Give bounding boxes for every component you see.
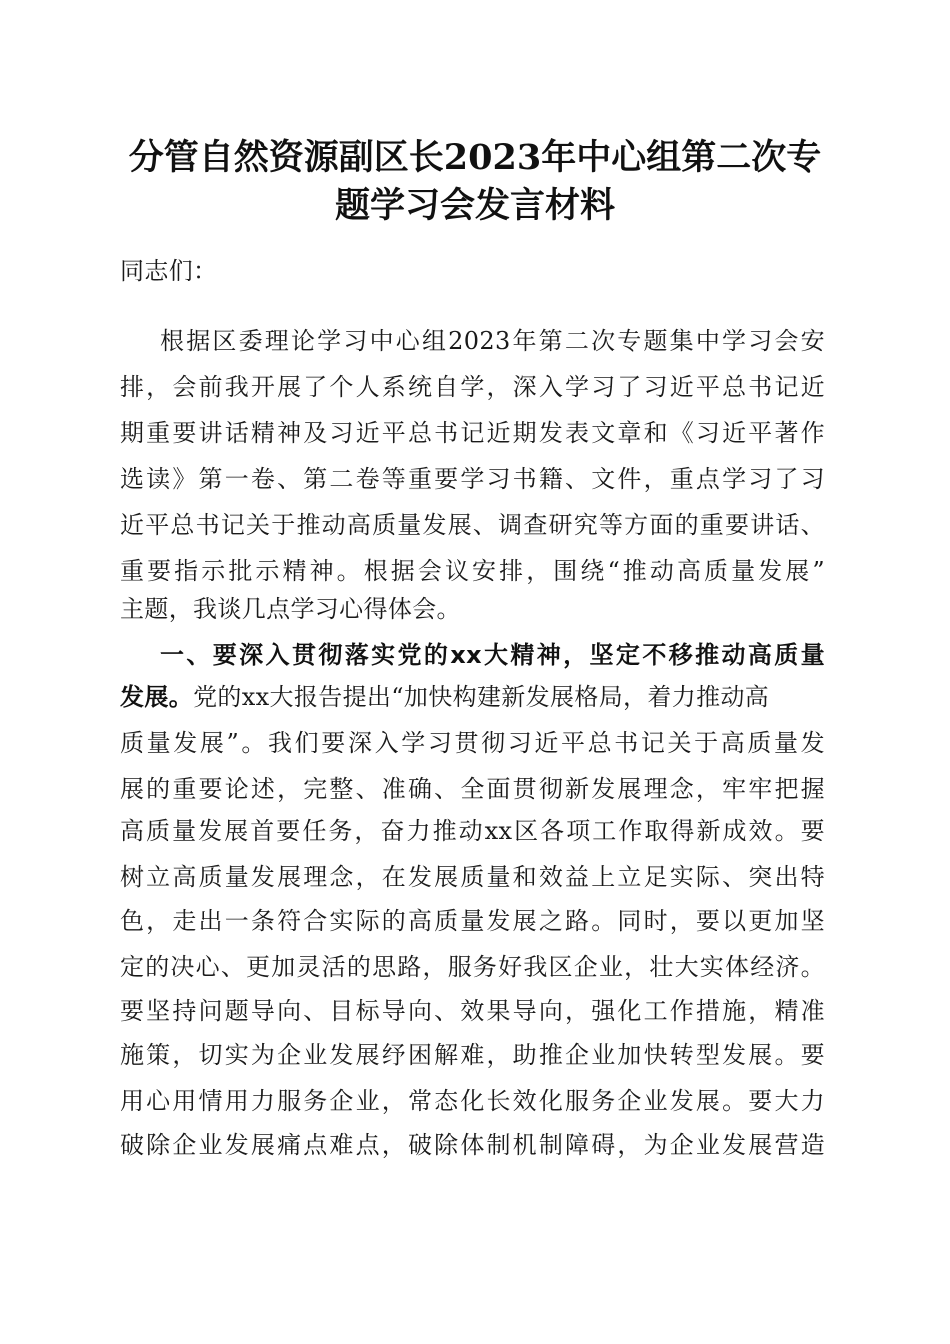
- section-line: 要坚持问题导向、目标导向、效果导向，强化工作措施，精准: [120, 997, 825, 1025]
- paragraph-line: 重要指示批示精神。根据会议安排，围绕“推动高质量发展”: [120, 557, 825, 585]
- section-line: 破除企业发展痛点难点，破除体制机制障碍，为企业发展营造: [120, 1131, 825, 1159]
- paragraph-line: 排，会前我开展了个人系统自学，深入学习了习近平总书记近: [120, 373, 825, 401]
- title-line-2: 题学习会发言材料: [334, 185, 615, 226]
- document-title: [110, 134, 840, 230]
- section-line: [120, 674, 825, 720]
- title-line-1: 分管自然资源副区长2023年中心组第二次专: [128, 137, 822, 178]
- section-heading-end: 发展。: [120, 683, 194, 711]
- section-line: 色，走出一条符合实际的高质量发展之路。同时，要以更加坚: [120, 907, 825, 935]
- section-line: 质量发展”。我们要深入学习贯彻习近平总书记关于高质量发: [120, 729, 825, 757]
- section-line: 施策，切实为企业发展纾困解难，助推企业加快转型发展。要: [120, 1041, 825, 1069]
- paragraph-line: 期重要讲话精神及习近平总书记近期发表文章和《习近平著作: [120, 419, 825, 447]
- section-line: 展的重要论述，完整、准确、全面贯彻新发展理念，牢牢把握: [120, 775, 825, 803]
- paragraph-line: 根据区委理论学习中心组2023年第二次专题集中学习会安: [160, 327, 825, 355]
- section-line-rest: 党的xx大报告提出“加快构建新发展格局，着力推动高: [193, 683, 770, 711]
- salutation: 同志们：: [120, 257, 218, 285]
- paragraph-line: 主题，我谈几点学习心得体会。: [120, 595, 461, 623]
- section-line: 树立高质量发展理念，在发展质量和效益上立足实际、突出特: [120, 863, 825, 891]
- section-line: 定的决心、更加灵活的思路，服务好我区企业，壮大实体经济。: [120, 953, 825, 981]
- paragraph-line: 选读》第一卷、第二卷等重要学习书籍、文件，重点学习了习: [120, 465, 825, 493]
- paragraph-line: 近平总书记关于推动高质量发展、调查研究等方面的重要讲话、: [120, 511, 825, 539]
- section-line: 高质量发展首要任务，奋力推动xx区各项工作取得新成效。要: [120, 817, 825, 845]
- section-heading: 一、要深入贯彻落实党的xx大精神，坚定不移推动高质量: [160, 641, 825, 669]
- section-line: 用心用情用力服务企业，常态化长效化服务企业发展。要大力: [120, 1087, 825, 1115]
